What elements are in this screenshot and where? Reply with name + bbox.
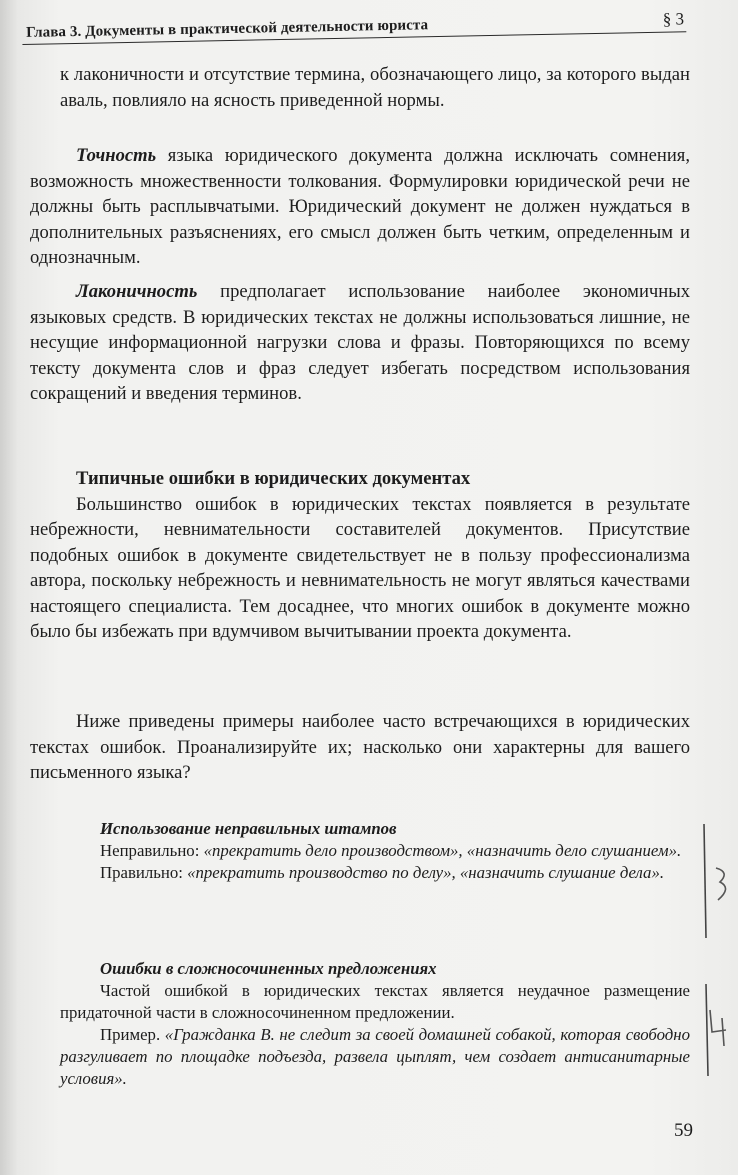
term-conciseness: Лаконичность — [76, 281, 198, 302]
wrong-label: Неправильно: — [100, 841, 204, 860]
examples-intro: Ниже приведены примеры наиболее часто встречающихся в юридических текстах ошибок. Проанализируйте их; насколько они характерны для вашего письменного языка? — [30, 711, 690, 783]
right-text: «прекратить производство по делу», «назначить слушание дела». — [187, 863, 665, 882]
example-title-2: Ошибки в сложносочиненных предложениях — [100, 959, 437, 978]
term-precision: Точность — [76, 145, 157, 166]
conciseness-paragraph — [30, 279, 690, 407]
example-compound — [60, 958, 690, 1090]
conciseness-text: предполагает использование наиболее экономичных языковых средств. В юридических текстах не должны использоваться лишние, не несущие информационной нагрузки слова и фразы. Повторяющихся по всему тексту документа слов и фраз следует избегать посредством использования сокращений и введения терминов. — [30, 281, 690, 404]
section-heading: Типичные ошибки в юридических документах — [76, 468, 471, 489]
right-label: Правильно: — [100, 863, 188, 882]
wrong-text: «прекратить дело производством», «назначить дело слушанием». — [203, 841, 682, 860]
page-number: 59 — [674, 1120, 693, 1141]
example-title-1: Использование неправильных штампов — [100, 819, 397, 838]
example-text: «Гражданка В. не следит за своей домашней собакой, которая свободно разгуливает по площадке подъезда, развела цыплят, чем создает антисанитарные условия». — [60, 1025, 690, 1088]
section-number: § 3 — [662, 9, 685, 29]
precision-paragraph — [30, 143, 690, 271]
pencil-annotation-2 — [690, 980, 738, 1080]
example-label: Пример. — [100, 1025, 165, 1044]
precision-text: языка юридического документа должна исключать сомнения, возможность множественности толкования. Формулировки юридической речи не должны быть расплывчатыми. Юридический документ не должен нуждаться в дополнительных разъяснениях, его смысл должен быть четким, определенным и однозначным. — [30, 145, 690, 268]
continuation-paragraph: к лаконичности и отсутствие термина, обозначающего лицо, за которого выдан аваль, повлияло на ясность приведенной нормы. — [60, 64, 690, 111]
example-clichés — [60, 818, 690, 884]
running-header — [22, 9, 686, 45]
chapter-title: Глава 3. Документы в практической деятельности юриста — [26, 17, 429, 41]
compound-text: Частой ошибкой в юридических текстах является неудачное размещение придаточной части в сложносочиненном предложении. — [60, 981, 690, 1022]
errors-paragraph: Большинство ошибок в юридических текстах появляется в результате небрежности, невнимательности составителей документов. Присутствие подобных ошибок в документе свидетельствует не в пользу профессионализма автора, поскольку небрежность и невнимательность не могут являться качествами настоящего специалиста. Тем досаднее, что многих ошибок в документе можно было бы избежать при вдумчивом вычитывании проекта документа. — [30, 493, 690, 642]
errors-section — [30, 466, 690, 645]
pencil-annotation-1 — [690, 820, 738, 940]
